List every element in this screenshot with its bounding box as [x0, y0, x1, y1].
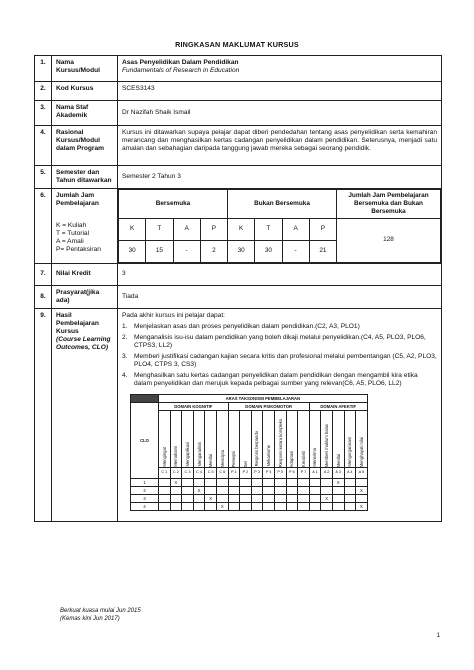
- taxonomy-level: Mekanisme: [266, 445, 272, 467]
- bersemuka-header: Bersemuka: [119, 190, 228, 218]
- taxonomy-level: Menerima: [312, 448, 318, 467]
- footer: [60, 608, 141, 624]
- taxonomy-mark: [332, 486, 344, 494]
- hours-value: 30: [228, 240, 255, 262]
- taxonomy-code: P 6: [286, 467, 298, 478]
- hours-value: 30: [119, 240, 146, 262]
- hours-grid: [118, 189, 441, 262]
- taxonomy-mark: [193, 478, 205, 486]
- taxonomy-title: ARAS TAKSONOMI PEMBELAJARAN: [159, 394, 368, 402]
- taxonomy-code: A 1: [309, 467, 321, 478]
- total-hours-value: 128: [337, 218, 441, 262]
- taxonomy-mark: [182, 486, 194, 494]
- row-number: 8.: [35, 285, 52, 308]
- taxonomy-mark: X: [193, 486, 205, 494]
- bukan-bersemuka-header: Bukan Bersemuka: [228, 190, 337, 218]
- row-label: [52, 189, 118, 263]
- legend-tutorial: T = Tutorial: [56, 230, 90, 238]
- taxonomy-mark: [309, 486, 321, 494]
- taxonomy-code: P 7: [298, 467, 310, 478]
- list-item: 1. Menjelaskan asas dan proses penyelidikan dalam pendidikan.(C2, A3, PLO1): [122, 322, 360, 330]
- taxonomy-level: Menghayati nilai: [358, 436, 364, 467]
- taxonomy-mark: [332, 502, 344, 510]
- taxonomy-mark: [286, 486, 298, 494]
- taxonomy-mark: [205, 486, 217, 494]
- taxonomy-mark: [182, 478, 194, 486]
- row-number: 3.: [35, 101, 52, 126]
- taxonomy-mark: X: [205, 494, 217, 502]
- hours-value: 30: [255, 240, 282, 262]
- effective-date: Berkuat kuasa mulai Jun 2015: [60, 608, 141, 614]
- taxonomy-mark: [286, 502, 298, 510]
- taxonomy-code: A 2: [321, 467, 333, 478]
- hours-letter: T: [146, 218, 173, 240]
- row-label: [52, 308, 118, 521]
- row-number: 2.: [35, 82, 52, 101]
- hours-letter: T: [255, 218, 282, 240]
- taxonomy-code: C 5: [205, 467, 217, 478]
- taxonomy-mark: [263, 494, 275, 502]
- page-number: 1: [436, 632, 440, 639]
- row-number: 6.: [35, 189, 52, 263]
- taxonomy-mark: X: [170, 478, 182, 486]
- taxonomy-mark: [251, 486, 263, 494]
- row-staff: [35, 101, 442, 126]
- clo-number: 2: [131, 486, 159, 494]
- taxonomy-mark: X: [356, 502, 368, 510]
- course-code: SCES3143: [118, 82, 442, 101]
- row-number: 4.: [35, 126, 52, 166]
- taxonomy-mark: [274, 494, 286, 502]
- row-rationale: [35, 126, 442, 166]
- taxonomy-mark: [298, 502, 310, 510]
- semester-value: Semester 2 Tahun 3: [118, 166, 442, 189]
- taxonomy-code: C 3: [182, 467, 194, 478]
- taxonomy-level: Adaptasi: [289, 450, 295, 467]
- taxonomy-code: P 4: [263, 467, 275, 478]
- taxonomy-mark: [274, 478, 286, 486]
- rationale-text: Kursus ini ditawarkan supaya pelajar dapat diberi pendedahan tentang asas penyelidikan serta kemahiran merancang dan menghasilkan kertas cadangan penyelidikan dalam pendidikan. Seterusnya, menjadi satu amalan dan sebahagian daripada tanggung jawab mereka sebagai seorang pendidik.: [118, 126, 442, 166]
- taxonomy-mark: [228, 478, 240, 486]
- clo-number: 3: [131, 494, 159, 502]
- taxonomy-mark: [205, 502, 217, 510]
- taxonomy-mark: [216, 494, 228, 502]
- row-number: 5.: [35, 166, 52, 189]
- hours-value: 15: [146, 240, 173, 262]
- taxonomy-mark: [216, 478, 228, 486]
- taxonomy-level: Persepsi: [231, 450, 237, 467]
- taxonomy-mark: [170, 486, 182, 494]
- taxonomy-mark: [321, 502, 333, 510]
- taxonomy-mark: [159, 486, 171, 494]
- taxonomy-mark: [274, 486, 286, 494]
- taxonomy-mark: [240, 478, 252, 486]
- row-semester: [35, 166, 442, 189]
- taxonomy-mark: [193, 502, 205, 510]
- hours-value: -: [173, 240, 200, 262]
- taxonomy-mark: [309, 502, 321, 510]
- row-course-code: [35, 82, 442, 101]
- taxonomy-code: P 3: [251, 467, 263, 478]
- clo-list: [122, 323, 437, 388]
- taxonomy-code: C 6: [216, 467, 228, 478]
- taxonomy-mark: [240, 486, 252, 494]
- taxonomy-table: [130, 394, 368, 511]
- row-label: Nama Kursus/Modul: [52, 56, 118, 82]
- taxonomy-mark: [298, 494, 310, 502]
- taxonomy-code: A 3: [332, 467, 344, 478]
- taxonomy-level: Respons berpandu: [254, 431, 260, 467]
- taxonomy-mark: [228, 486, 240, 494]
- taxonomy-mark: [321, 478, 333, 486]
- taxonomy-code: P 1: [228, 467, 240, 478]
- taxonomy-mark: [344, 486, 356, 494]
- taxonomy-mark: X: [332, 478, 344, 486]
- hours-letter: P: [309, 218, 336, 240]
- taxonomy-mark: [240, 494, 252, 502]
- taxonomy-mark: [309, 494, 321, 502]
- taxonomy-level: Respons ketara kompleks: [277, 418, 283, 467]
- total-hours-header: Jumlah Jam Pembelajaran Bersemuka dan Bukan Bersemuka: [337, 190, 441, 218]
- legend-pentaksiran: P= Pentaksiran: [56, 246, 101, 254]
- hours-letter: A: [173, 218, 200, 240]
- taxonomy-mark: [240, 502, 252, 510]
- taxonomy-mark: [263, 502, 275, 510]
- row-value: [118, 56, 442, 82]
- taxonomy-mark: X: [216, 502, 228, 510]
- taxonomy-level: Mengorganisasi: [347, 437, 353, 467]
- clo-label-en: (Course Learning Outcomes, CLO): [56, 335, 111, 351]
- taxonomy-mark: [159, 502, 171, 510]
- taxonomy-level: Menilai: [335, 453, 341, 467]
- taxonomy-mark: [298, 478, 310, 486]
- hours-letter: P: [200, 218, 227, 240]
- row-number: 9.: [35, 308, 52, 521]
- taxonomy-mark: [344, 478, 356, 486]
- clo-label: Hasil Pembelajaran Kursus: [56, 311, 99, 335]
- taxonomy-mark: [356, 478, 368, 486]
- taxonomy-code: C 4: [193, 467, 205, 478]
- row-course-name: [35, 56, 442, 82]
- taxonomy-level: Memahami: [173, 446, 179, 467]
- table-row: [131, 486, 368, 494]
- taxonomy-mark: [159, 494, 171, 502]
- clo-number: 4: [131, 502, 159, 510]
- row-label: Prasyarat(jika ada): [52, 285, 118, 308]
- hours-letter: A: [282, 218, 309, 240]
- row-label: Rasional Kursus/Modul dalam Program: [52, 126, 118, 166]
- taxonomy-mark: [332, 494, 344, 502]
- taxonomy-mark: [286, 478, 298, 486]
- taxonomy-level: Memberi maklum balas: [324, 423, 330, 467]
- taxonomy-mark: [159, 478, 171, 486]
- hours-value: 2: [200, 240, 227, 262]
- list-item: 2. Menganalisis isu-isu dalam pendidikan yang boleh dikaji melalui penyelidikan.(C4, A5, PLO3, PLO6, CTPS3, LL2): [122, 333, 426, 349]
- row-credit: [35, 263, 442, 285]
- clo-content: [118, 308, 442, 521]
- taxonomy-mark: [263, 478, 275, 486]
- taxonomy-mark: [205, 478, 217, 486]
- taxonomy-mark: [170, 502, 182, 510]
- taxonomy-mark: [251, 494, 263, 502]
- taxonomy-level: Kreativiti: [300, 450, 306, 467]
- hours-label: Jumlah Jam Pembelajaran: [56, 192, 99, 208]
- document-title: RINGKASAN MAKLUMAT KURSUS: [175, 40, 299, 49]
- taxonomy-level: Menilai: [208, 453, 214, 467]
- row-label: Kod Kursus: [52, 82, 118, 101]
- row-label: Nilai Kredit: [52, 263, 118, 285]
- row-prerequisite: [35, 285, 442, 308]
- row-label: Semester dan Tahun ditawarkan: [52, 166, 118, 189]
- taxonomy-code: A 4: [344, 467, 356, 478]
- taxonomy-level: Menganalisis: [196, 442, 202, 467]
- clo-header: CLO: [131, 402, 159, 478]
- hours-letter: K: [119, 218, 146, 240]
- row-label: Nama Staf Akademik: [52, 101, 118, 126]
- course-summary-table: [34, 55, 442, 522]
- taxonomy-mark: [228, 502, 240, 510]
- taxonomy-mark: [182, 494, 194, 502]
- taxonomy-mark: [286, 494, 298, 502]
- row-number: 7.: [35, 263, 52, 285]
- prerequisite-value: Tiada: [118, 285, 442, 308]
- hours-legend: [56, 222, 113, 254]
- taxonomy-mark: [263, 486, 275, 494]
- list-item: 4. Menghasilkan satu kertas cadangan penyelidikan dalam pendidikan dengan mengambil kira etika dalam penyelidikan dan merujuk kepada pelbagai sumber yang relevan(C6, A5, PLO6, LL2): [122, 371, 418, 387]
- table-row: [131, 502, 368, 510]
- list-item: 3. Memberi justifikasi cadangan kajian secara kritis dan profesional melalui pembentangan (C5, A2, PLO3, PLO4, CTPS 3, CS3): [122, 352, 437, 368]
- taxonomy-mark: [356, 494, 368, 502]
- legend-kuliah: K = Kuliah: [56, 222, 87, 230]
- taxonomy-level: Set: [242, 460, 248, 467]
- credit-value: 3: [118, 263, 442, 285]
- hours-letter: K: [228, 218, 255, 240]
- taxonomy-mark: [274, 502, 286, 510]
- taxonomy-mark: [344, 494, 356, 502]
- taxonomy-code: C 1: [159, 467, 171, 478]
- course-name-ms: Asas Penyelidikan Dalam Pendidikan: [122, 59, 239, 66]
- domain-affective: DOMAIN AFEKTIF: [309, 402, 367, 410]
- table-row: [131, 478, 368, 486]
- taxonomy-mark: [170, 494, 182, 502]
- taxonomy-code: C 2: [170, 467, 182, 478]
- updated-date: (Kemas kini Jun 2017): [60, 615, 120, 622]
- taxonomy-level: Mengaplikasi: [184, 442, 190, 467]
- taxonomy-mark: [251, 502, 263, 510]
- taxonomy-mark: [309, 478, 321, 486]
- taxonomy-mark: [216, 486, 228, 494]
- taxonomy-mark: [193, 494, 205, 502]
- row-number: 1.: [35, 56, 52, 82]
- taxonomy-mark: [298, 486, 310, 494]
- taxonomy-mark: [321, 486, 333, 494]
- taxonomy-code: P 5: [274, 467, 286, 478]
- hours-grid-cell: [118, 189, 442, 263]
- taxonomy-level: Mengingat: [161, 447, 167, 467]
- table-row: [131, 494, 368, 502]
- taxonomy-mark: X: [356, 486, 368, 494]
- taxonomy-mark: [251, 478, 263, 486]
- taxonomy-code: P 2: [240, 467, 252, 478]
- staff-name: Dr Nazifah Shaik Ismail: [118, 101, 442, 126]
- row-clo: [35, 308, 442, 521]
- legend-amali: A = Amali: [56, 238, 84, 246]
- row-learning-hours: [35, 189, 442, 263]
- taxonomy-code: A 5: [356, 467, 368, 478]
- taxonomy-mark: [344, 502, 356, 510]
- domain-psychomotor: DOMAIN PSIKOMOTOR: [228, 402, 309, 410]
- hours-value: -: [282, 240, 309, 262]
- course-name-en: Fundamentals of Research in Education: [122, 67, 240, 75]
- taxonomy-mark: X: [321, 494, 333, 502]
- clo-number: 1: [131, 478, 159, 486]
- hours-value: 21: [309, 240, 336, 262]
- clo-intro: Pada akhir kursus ini pelajar dapat:: [122, 311, 225, 319]
- taxonomy-mark: [228, 494, 240, 502]
- taxonomy-level: Mencipta: [219, 449, 225, 467]
- taxonomy-mark: [182, 502, 194, 510]
- domain-cognitive: DOMAIN KOGNITIF: [159, 402, 229, 410]
